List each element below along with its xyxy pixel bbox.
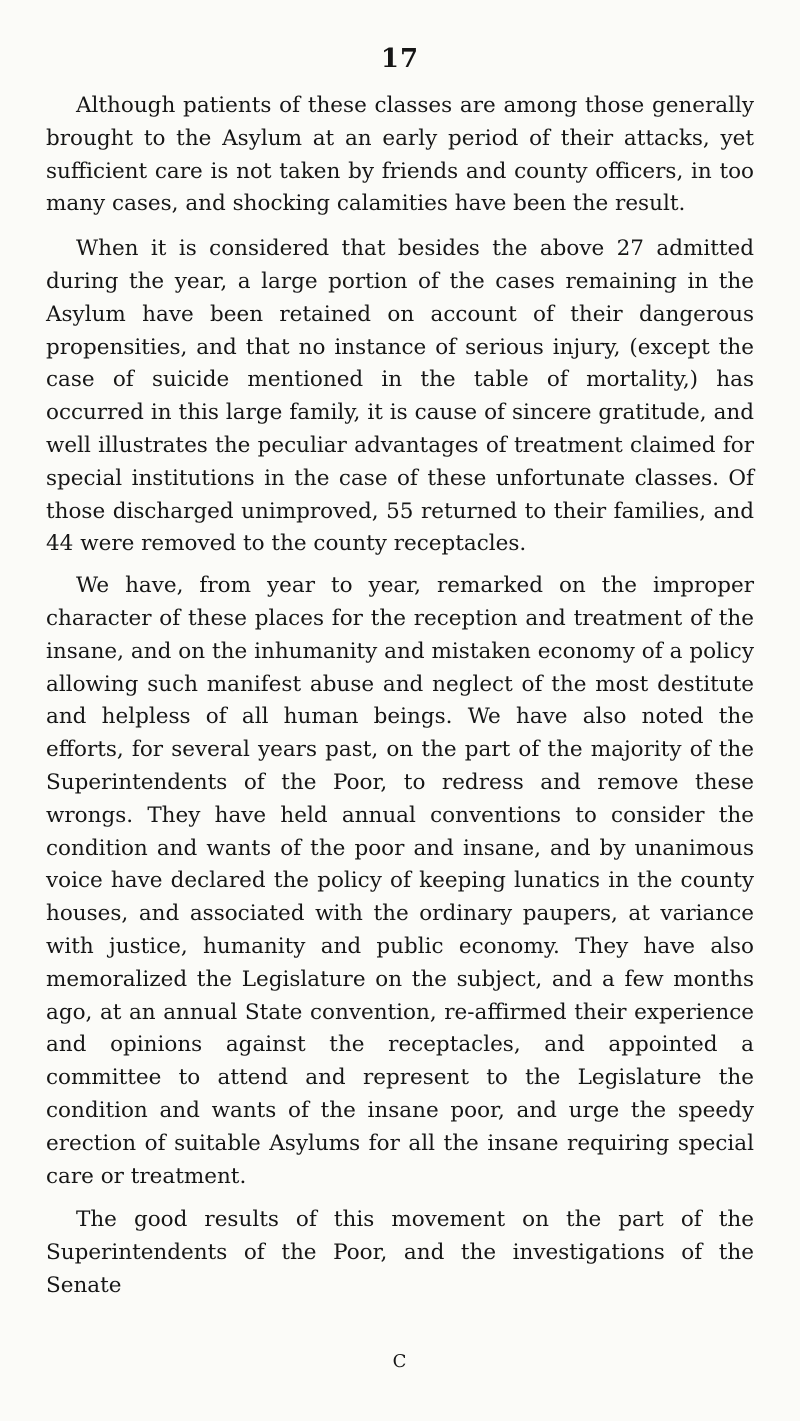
page-number: 17 (380, 44, 420, 74)
signature-mark: C (392, 1351, 408, 1372)
paragraph-2: When it is considered that besides the above 27 admitted during the year, a large portion of the cases remaining in the Asylum have been retained on account of their dangerous propensities, and that no instance of serious injury, (except the case of suicide mentioned in the table of mortality,) has occurred in this large family, it is cause of sincere gratitude, and well illustrates the peculiar advantages of treatment claimed for special institutions in the case of these unfortunate classes. Of those discharged unimproved, 55 returned to their families, and 44 were removed to the county receptacles. (46, 236, 754, 557)
paragraph-1: Although patients of these classes are among those generally brought to the Asylum at an early period of their attacks, yet sufficient care is not taken by friends and county officers, in too many cases, and shocking calamities have been the result. (46, 93, 754, 217)
paragraph-3: We have, from year to year, remarked on the improper character of these places for the reception and treatment of the insane, and on the inhumanity and mistaken economy of a policy allowing such manifest abuse and neglect of the most destitute and helpless of all human beings. We have also noted the efforts, for several years past, on the part of the majority of the Superintendents of the Poor, to redress and remove these wrongs. They have held annual conventions to consider the condition and wants of the poor and insane, and by unanimous voice have declared the policy of keeping lunatics in the county houses, and associated with the ordinary paupers, at variance with justice, humanity and public economy. They have also memoralized the Legislature on the subject, and a few months ago, at an annual State convention, re-affirmed their experience and opinions against the receptacles, and appointed a committee to attend and represent to the Legislature the condition and wants of the insane poor, and urge the speedy erection of suitable Asylums for all the insane requiring special care or treatment. (46, 573, 754, 1189)
body-text (46, 90, 754, 1303)
paragraph-4: The good results of this movement on the part of the Superintendents of the Poor, and the investigations of the Senate (46, 1207, 754, 1298)
